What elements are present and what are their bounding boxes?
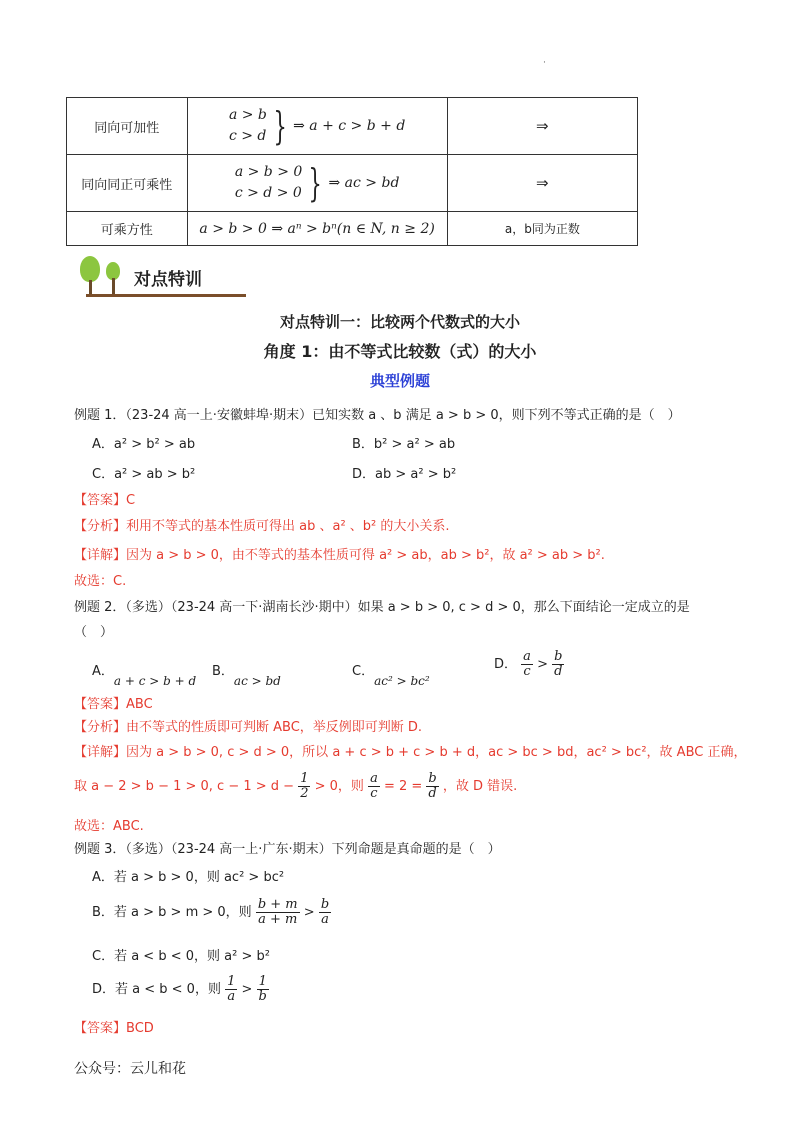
table-row xyxy=(67,155,638,212)
example-3-option-d: D．若 a < b < 0，则 $\frac{1}{a}$ > $\frac{1}{b}$ xyxy=(92,974,267,1004)
example-1-analysis: 【分析】利用不等式的基本性质可得出 ab 、a² 、b² 的大小关系. xyxy=(74,519,450,534)
example-1-stem: 例题 1．（23-24 高一上·安徽蚌埠·期末）已知实数 a 、b 满足 a > b > 0，则下列不等式正确的是（ ） xyxy=(74,408,681,423)
example-1-option-d: D．ab > a² > b² xyxy=(352,467,457,482)
example-2-option-a: A．a + c > b + d xyxy=(92,664,197,688)
example-3-stem: 例题 3．（多选）（23-24 高一上·广东·期末）下列命题是真命题的是（ ） xyxy=(74,842,501,857)
example-1-answer: 【答案】C xyxy=(74,493,136,508)
example-1-option-c: C．a² > ab > b² xyxy=(92,467,196,482)
example-2-detail: 【详解】因为 a > b > 0, c > d > 0，所以 a + c > b + c > b + d，ac > bc > bd，ac² > bc²，故 ABC 正确， xyxy=(74,745,747,760)
example-2-answer: 【答案】ABC xyxy=(74,697,153,712)
example-2-option-b: B．ac > bd xyxy=(212,664,281,688)
corner-mark: · xyxy=(543,58,546,68)
example-2-option-c: C．ac² > bc² xyxy=(352,664,430,688)
property-note: ⇒ xyxy=(447,155,637,212)
property-name: 同向可加性 xyxy=(67,98,188,155)
tree-icon xyxy=(80,256,100,282)
example-1-detail: 【详解】因为 a > b > 0，由不等式的基本性质可得 a² > ab，ab > b²，故 a² > ab > b². xyxy=(74,548,605,563)
property-formula: a > b > 0 ⇒ aⁿ > bⁿ(n ∈ N, n ≥ 2) xyxy=(187,212,447,246)
example-2-counterexample: 取 a − 2 > b − 1 > 0, c − 1 > d − $\frac{1}{2}$ > 0，则 $\frac{a}{c}$ = 2 = $\frac{b}{d}$ ，故 D 错误. xyxy=(74,771,518,801)
example-1-choice: 故选：C. xyxy=(74,574,127,589)
subsection-heading: 角度 1：由不等式比较数（式）的大小 xyxy=(263,342,537,361)
example-3-option-b: B．若 a > b > m > 0，则 $\frac{b + m}{a + m}$ > $\frac{b}{a}$ xyxy=(92,897,330,927)
typical-examples-heading: 典型例题 xyxy=(369,372,430,390)
property-name: 同向同正可乘性 xyxy=(67,155,188,212)
example-2-choice: 故选：ABC. xyxy=(74,819,144,834)
example-1-option-a: A．a² > b² > ab xyxy=(92,437,196,452)
table-row xyxy=(67,98,638,155)
section-heading: 对点特训一：比较两个代数式的大小 xyxy=(279,313,520,331)
example-2-paren: （ ） xyxy=(74,625,114,640)
inequality-properties-table xyxy=(66,97,638,246)
property-note: a，b同为正数 xyxy=(447,212,637,246)
example-2-analysis: 【分析】由不等式的性质即可判断 ABC，举反例即可判断 D. xyxy=(74,720,423,735)
example-2-stem: 例题 2．（多选）（23-24 高一下·湖南长沙·期中）如果 a > b > 0, c > d > 0，那么下面结论一定成立的是 xyxy=(74,600,690,615)
example-3-option-a: A．若 a > b > 0，则 ac² > bc² xyxy=(92,870,285,885)
property-name: 可乘方性 xyxy=(67,212,188,246)
banner-title: 对点特训 xyxy=(134,270,202,290)
example-2-option-d: D． $\frac{a}{c}$ > $\frac{b}{d}$ xyxy=(494,649,563,679)
example-3-answer: 【答案】BCD xyxy=(74,1021,154,1036)
footer-account: 公众号：云儿和花 xyxy=(74,1061,186,1077)
property-formula: a > b > 0 c > d > 0 } ⇒ ac > bd xyxy=(187,155,447,212)
property-note: ⇒ xyxy=(447,98,637,155)
property-formula: a > b c > d } ⇒ a + c > b + d xyxy=(187,98,447,155)
table-row xyxy=(67,212,638,246)
example-1-option-b: B．b² > a² > ab xyxy=(352,437,456,452)
example-3-option-c: C．若 a < b < 0，则 a² > b² xyxy=(92,949,270,964)
